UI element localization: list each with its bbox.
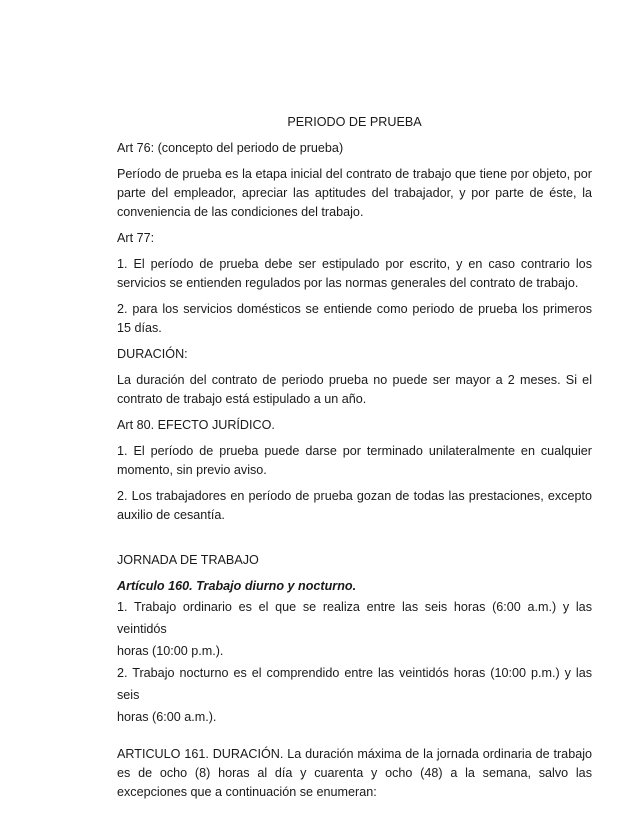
jornada-heading: JORNADA DE TRABAJO: [117, 553, 259, 567]
duracion-paragraph: La duración del contrato de periodo prueba no puede ser mayor a 2 meses. Si el contrato de trabajo está estipulado a un año.: [117, 373, 592, 406]
art160-item-2-line-1: 2. Trabajo nocturno es el comprendido entre las veintidós horas (10:00 p.m.) y las seis: [117, 666, 592, 702]
art77-heading: Art 77:: [117, 231, 155, 245]
section-spacer: [117, 728, 592, 745]
art77-item-1: 1. El período de prueba debe ser estipulado por escrito, y en caso contrario los servicios se entienden regulados por las normas generales del contrato de trabajo.: [117, 257, 592, 290]
art80-heading: Art 80. EFECTO JURÍDICO.: [117, 418, 275, 432]
art77-item-2: 2. para los servicios domésticos se entiende como periodo de prueba los primeros 15 días.: [117, 302, 592, 335]
art160-item-1-line-2: horas (10:00 p.m.).: [117, 644, 224, 658]
art160-heading: Artículo 160. Trabajo diurno y nocturno.: [117, 579, 357, 593]
art80-item-1: 1. El período de prueba puede darse por terminado unilateralmente en cualquier momento, sin previo aviso.: [117, 444, 592, 477]
duracion-heading: DURACIÓN:: [117, 347, 188, 361]
art76-paragraph: Período de prueba es la etapa inicial del contrato de trabajo que tiene por objeto, por parte del empleador, apreciar las aptitudes del trabajador, y por parte de éste, la conveniencia de las condiciones del trabajo.: [117, 167, 592, 219]
art76-heading: Art 76: (concepto del periodo de prueba): [117, 141, 344, 155]
art161-paragraph: ARTICULO 161. DURACIÓN. La duración máxima de la jornada ordinaria de trabajo es de ocho (8) horas al día y cuarenta y ocho (48) a la semana, salvo las excepciones que a continuación se enumeran:: [117, 747, 592, 799]
document-title: PERIODO DE PRUEBA: [287, 115, 422, 129]
art80-item-2: 2. Los trabajadores en período de prueba gozan de todas las prestaciones, excepto auxilio de cesantía.: [117, 489, 592, 522]
section-spacer: [117, 532, 592, 551]
document-body: [117, 113, 592, 809]
art160-item-2-line-2: horas (6:00 a.m.).: [117, 710, 217, 724]
art160-item-1-line-1: 1. Trabajo ordinario es el que se realiza entre las seis horas (6:00 a.m.) y las veintidós: [117, 600, 592, 636]
